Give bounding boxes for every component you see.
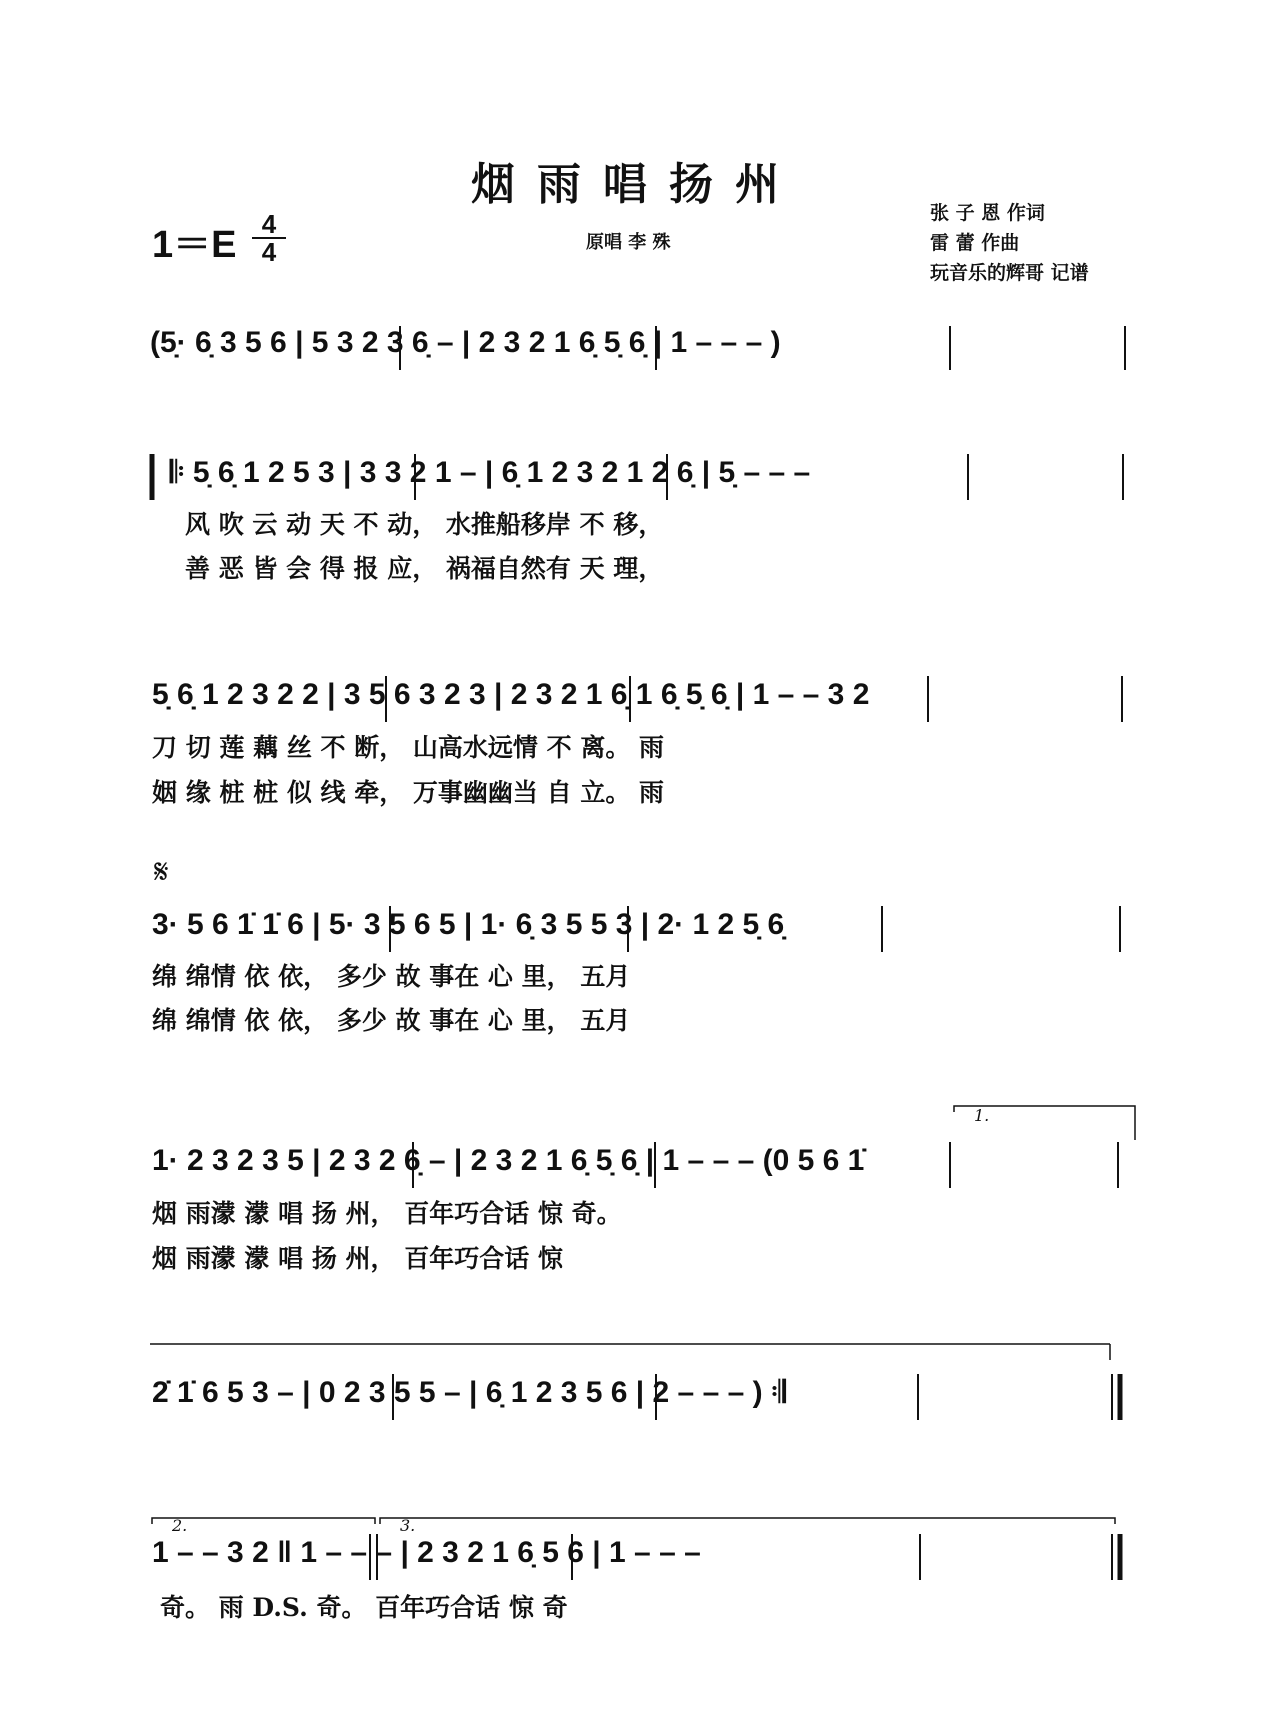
lyrics-line-4-verse-1: 绵 绵情 依 依， 多少 故 事在 心 里， 五月 (152, 962, 631, 991)
volta-3-label: 3. (400, 1516, 416, 1535)
composer-credit: 雷 蕾 作曲 (930, 232, 1020, 254)
time-signature-bottom: 4 (261, 237, 277, 267)
time-signature (252, 209, 286, 267)
lyrics-line-2-verse-1: 风 吹 云 动 天 不 动， 水推船移岸 不 移， (185, 510, 664, 539)
staff-line-6-notes: 2̇ 1̇ 6 5 3 – | 0 2 3 5 5 – | 6̣ 1 2 3 5 6 | 2 – – – ) 𝄇 (152, 1376, 786, 1409)
staff-line-2-notes: 𝄆 5̣ 6̣ 1 2 5 3 | 3 3 2 1 – | 6̣ 1 2 3 2 1 2 6̣ | 5̣ – – – (170, 456, 811, 489)
volta-2-label: 2. (172, 1516, 188, 1535)
staff-line-1 (0, 318, 1272, 388)
lyrics-line-7: 奇。 雨 D.S. 奇。 百年巧合话 惊 奇 (160, 1593, 568, 1622)
page-title: 烟雨唱扬州 (471, 159, 801, 210)
staff-line-7-notes: 1 – – 3 2 ‖ 1 – – – | 2 3 2 1 6̣ 5 6 | 1 – – – (152, 1536, 701, 1569)
original-singer: 原唱 李 殊 (586, 232, 671, 253)
key-signature: 1＝E (152, 224, 237, 266)
lyricist-credit: 张 子 恩 作词 (930, 202, 1045, 224)
staff-line-4-notes: 3· 5 6 1̇ 1̇ 6 | 5· 3 5 6 5 | 1· 6̣ 3 5 5 3 | 2· 1 2 5̣ 6̣ (152, 908, 785, 941)
lyrics-line-5-verse-2: 烟 雨濛 濛 唱 扬 州， 百年巧合话 惊 (152, 1244, 563, 1273)
lyrics-line-3-verse-2: 姻 缘 桩 桩 似 线 牵， 万事幽幽当 自 立。 雨 (152, 778, 665, 807)
lyrics-line-3-verse-1: 刀 切 莲 藕 丝 不 断， 山高水远情 不 离。 雨 (152, 733, 665, 762)
lyrics-line-4-verse-2: 绵 绵情 依 依， 多少 故 事在 心 里， 五月 (152, 1006, 631, 1035)
lyrics-line-5-verse-1: 烟 雨濛 濛 唱 扬 州， 百年巧合话 惊 奇。 (152, 1199, 622, 1228)
staff-line-1-notes: (5̣· 6̣ 3 5 6 | 5 3 2 3 6̣ – | 2 3 2 1 6̣ 5̣ 6̣ | 1 – – – ) (150, 326, 781, 359)
transcriber-credit: 玩音乐的辉哥 记谱 (930, 262, 1089, 284)
segno-sign: 𝄋 (154, 852, 169, 892)
volta-1-label: 1. (974, 1106, 990, 1125)
time-signature-top: 4 (261, 209, 277, 239)
staff-line-5-notes: 1· 2 3 2 3 5 | 2 3 2 6̣ – | 2 3 2 1 6̣ 5̣ 6̣ | 1 – – – (0 5 6 1̇ (152, 1144, 865, 1177)
lyrics-line-2-verse-2: 善 恶 皆 会 得 报 应， 祸福自然有 天 理， (185, 554, 664, 583)
staff-line-3-notes: 5̣ 6̣ 1 2 3 2 2 | 3 5 6 3 2 3 | 2 3 2 1 6̣ 1 6̣ 5̣ 6̣ | 1 – – 3 2 (152, 678, 870, 711)
staff-line-6 (0, 1368, 1272, 1438)
